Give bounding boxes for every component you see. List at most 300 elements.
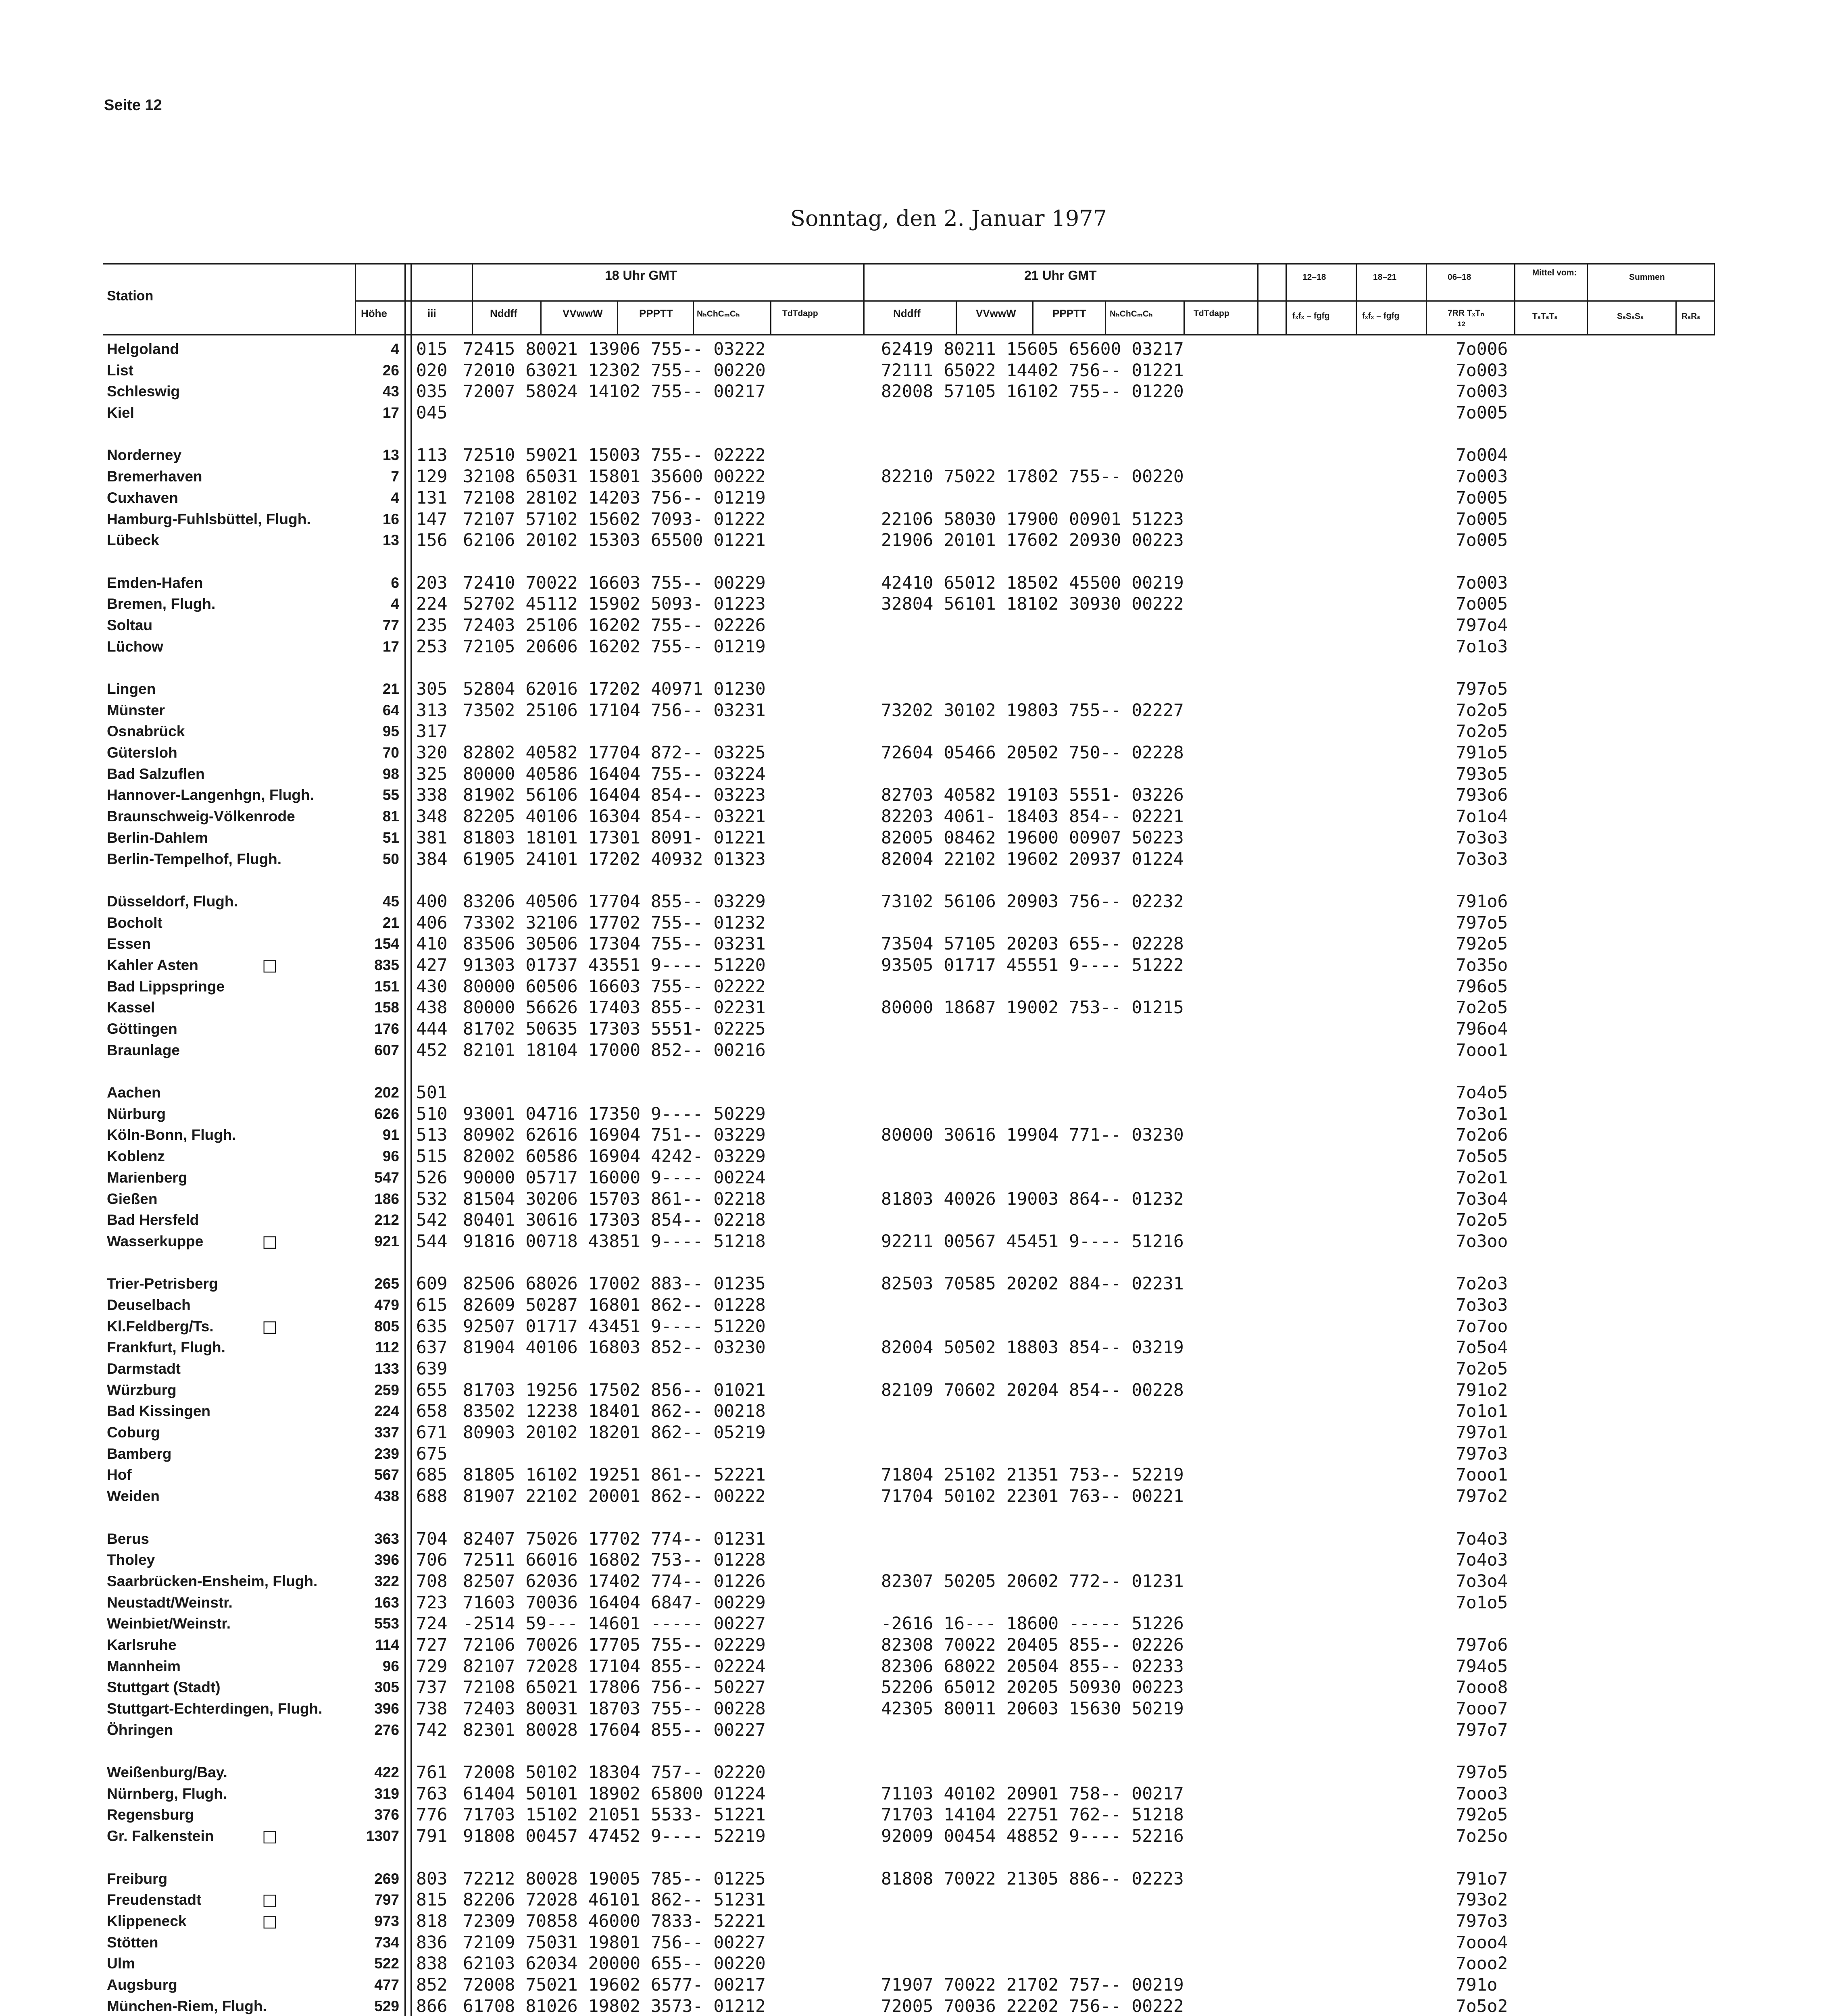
station-number: 615 — [416, 1295, 448, 1315]
station-name: Stuttgart-Echterdingen, Flugh. — [107, 1700, 323, 1717]
mountain-station-icon: □ — [262, 1912, 277, 1931]
station-name: Bad Hersfeld — [107, 1212, 199, 1229]
mittel-value: 7o005 — [1456, 530, 1508, 551]
station-height: 163 — [374, 1594, 399, 1611]
station-number: 724 — [416, 1614, 448, 1634]
table-row — [0, 1762, 1844, 1783]
table-row — [0, 849, 1844, 870]
station-name: Stötten — [107, 1934, 158, 1951]
station-number: 803 — [416, 1868, 448, 1889]
station-height: 4 — [391, 341, 399, 357]
mountain-station-icon: □ — [262, 1891, 277, 1910]
station-number: 320 — [416, 743, 448, 763]
obs-21-uhr: 72604 05466 20502 750-- 02228 — [881, 743, 1184, 763]
station-height: 55 — [382, 787, 399, 804]
obs-18-uhr: 32108 65031 15801 35600 00222 — [463, 467, 766, 487]
station-name: Braunschweig-Völkenrode — [107, 808, 295, 825]
divider-18-start — [472, 263, 473, 334]
table-row — [0, 1953, 1844, 1974]
table-row — [0, 955, 1844, 976]
divider-21-c — [1105, 300, 1106, 334]
header-period-12-18: 12–18 — [1302, 273, 1326, 282]
table-row — [0, 1656, 1844, 1677]
station-height: 522 — [374, 1955, 399, 1972]
mittel-value: 797o3 — [1456, 1911, 1508, 1931]
obs-18-uhr: 72007 58024 14102 755-- 00217 — [463, 381, 766, 402]
table-row — [0, 742, 1844, 764]
station-number: 156 — [416, 530, 448, 551]
station-name: Wasserkuppe — [107, 1233, 204, 1250]
mittel-value: 7o2o6 — [1456, 1125, 1508, 1145]
mittel-value: 797o7 — [1456, 1720, 1508, 1740]
obs-18-uhr: 80000 40586 16404 755-- 03224 — [463, 764, 766, 784]
obs-21-uhr: 71103 40102 20901 758-- 00217 — [881, 1783, 1184, 1804]
station-name: Bocholt — [107, 914, 163, 931]
station-name: Gießen — [107, 1190, 158, 1207]
table-row — [0, 339, 1844, 360]
station-name: Kassel — [107, 999, 155, 1016]
mittel-value: 7ooo1 — [1456, 1040, 1508, 1060]
table-row — [0, 933, 1844, 955]
station-name: Bad Lippspringe — [107, 978, 225, 995]
station-number: 253 — [416, 636, 448, 657]
obs-18-uhr: 81805 16102 19251 861-- 52221 — [463, 1465, 766, 1485]
obs-18-uhr: 72108 28102 14203 756-- 01219 — [463, 487, 766, 508]
mountain-station-icon: □ — [262, 956, 277, 975]
obs-21-uhr: 73504 57105 20203 655-- 02228 — [881, 934, 1184, 954]
mountain-station-icon: □ — [262, 1232, 277, 1251]
station-height: 114 — [375, 1636, 399, 1653]
mittel-value: 7o5o5 — [1456, 1146, 1508, 1167]
obs-21-uhr: 72005 70036 22202 756-- 00222 — [881, 1996, 1184, 2016]
station-height: 973 — [374, 1912, 399, 1929]
mittel-value: 7ooo1 — [1456, 1465, 1508, 1485]
station-height: 154 — [374, 935, 399, 952]
obs-21-uhr: 71907 70022 21702 757-- 00219 — [881, 1974, 1184, 1995]
table-row — [0, 594, 1844, 615]
station-name: Nürburg — [107, 1105, 166, 1122]
station-number: 526 — [416, 1167, 448, 1188]
table-row — [0, 700, 1844, 721]
obs-21-uhr: 80000 18687 19002 753-- 01215 — [881, 998, 1184, 1018]
obs-21-uhr: 71703 14104 22751 762-- 51218 — [881, 1805, 1184, 1825]
station-number: 338 — [416, 785, 448, 806]
obs-21-uhr: 82210 75022 17802 755-- 00220 — [881, 467, 1184, 487]
obs-21-uhr: 81803 40026 19003 864-- 01232 — [881, 1189, 1184, 1209]
table-row — [0, 827, 1844, 849]
mittel-value: 7o35o — [1456, 955, 1508, 975]
station-number: 235 — [416, 615, 448, 635]
mittel-value: 7o3o4 — [1456, 1189, 1508, 1209]
obs-18-uhr: 72108 65021 17806 756-- 50227 — [463, 1677, 766, 1698]
obs-18-uhr: 72105 20606 16202 755-- 01219 — [463, 636, 766, 657]
table-row-spacer — [0, 1741, 1844, 1762]
obs-18-uhr: 83206 40506 17704 855-- 03229 — [463, 891, 766, 912]
mittel-value: 791o — [1456, 1974, 1498, 1995]
header-18-vvwww: VVwwW — [563, 307, 603, 319]
station-number: 444 — [416, 1019, 448, 1039]
table-mid-rule — [355, 300, 1715, 302]
table-row — [0, 1889, 1844, 1911]
obs-18-uhr: 82206 72028 46101 862-- 51231 — [463, 1890, 766, 1910]
mittel-value: 797o5 — [1456, 912, 1508, 933]
station-number: 706 — [416, 1550, 448, 1570]
header-period-06-18: 06–18 — [1448, 273, 1471, 282]
obs-18-uhr: 72415 80021 13906 755-- 03222 — [463, 339, 766, 359]
obs-18-uhr: 80902 62616 16904 751-- 03229 — [463, 1125, 766, 1145]
obs-21-uhr: 82109 70602 20204 854-- 00228 — [881, 1380, 1184, 1400]
obs-18-uhr: 81904 40106 16803 852-- 03230 — [463, 1337, 766, 1358]
mittel-value: 793o6 — [1456, 785, 1508, 806]
station-name: Hannover-Langenhgn, Flugh. — [107, 787, 314, 804]
station-number: 532 — [416, 1189, 448, 1209]
obs-18-uhr: 72510 59021 15003 755-- 02222 — [463, 445, 766, 466]
station-number: 609 — [416, 1274, 448, 1294]
header-18-dewpoint: TdTdapp — [782, 309, 818, 318]
station-name: Soltau — [107, 616, 153, 633]
mittel-value: 797o5 — [1456, 1762, 1508, 1783]
obs-18-uhr: 92507 01717 43451 9---- 51220 — [463, 1316, 766, 1337]
table-row — [0, 997, 1844, 1018]
table-row — [0, 1486, 1844, 1507]
station-height: 176 — [374, 1020, 399, 1037]
header-21-ppptt: PPPTT — [1052, 307, 1086, 319]
station-height: 553 — [374, 1615, 399, 1632]
station-number: 035 — [416, 381, 448, 402]
obs-18-uhr: 90000 05717 16000 9---- 00224 — [463, 1167, 766, 1188]
station-number: 836 — [416, 1932, 448, 1953]
station-number: 737 — [416, 1677, 448, 1698]
mittel-value: 7o4o3 — [1456, 1550, 1508, 1570]
station-height: 95 — [382, 723, 399, 740]
station-name: Schleswig — [107, 383, 180, 400]
station-height: 70 — [382, 744, 399, 761]
mittel-value: 7o25o — [1456, 1826, 1508, 1847]
station-number: 637 — [416, 1337, 448, 1358]
station-number: 655 — [416, 1380, 448, 1400]
obs-18-uhr: 73302 32106 17702 755-- 01232 — [463, 912, 766, 933]
obs-18-uhr: 61905 24101 17202 40932 01323 — [463, 849, 766, 869]
station-name: Bamberg — [107, 1445, 172, 1462]
table-row — [0, 721, 1844, 742]
station-name: Neustadt/Weinstr. — [107, 1594, 233, 1611]
station-number: 708 — [416, 1571, 448, 1591]
station-number: 384 — [416, 849, 448, 869]
obs-18-uhr: 72212 80028 19005 785-- 01225 — [463, 1868, 766, 1889]
station-height: 1307 — [366, 1828, 399, 1845]
obs-18-uhr: 83502 12238 18401 862-- 00218 — [463, 1401, 766, 1422]
obs-18-uhr: 82107 72028 17104 855-- 02224 — [463, 1656, 766, 1677]
station-number: 015 — [416, 339, 448, 359]
header-hoehe: Höhe — [361, 307, 387, 319]
obs-18-uhr: 91816 00718 43851 9---- 51218 — [463, 1231, 766, 1252]
mittel-value: 792o5 — [1456, 1805, 1508, 1825]
table-row-spacer — [0, 1252, 1844, 1274]
obs-18-uhr: 82205 40106 16304 854-- 03221 — [463, 806, 766, 827]
station-height: 396 — [374, 1552, 399, 1568]
station-height: 835 — [374, 956, 399, 973]
divider-summen-sub — [1675, 300, 1677, 334]
obs-18-uhr: 82407 75026 17702 774-- 01231 — [463, 1529, 766, 1549]
table-row-spacer — [0, 657, 1844, 679]
station-number: 544 — [416, 1231, 448, 1252]
station-height: 158 — [374, 999, 399, 1016]
obs-18-uhr: 72008 50102 18304 757-- 02220 — [463, 1762, 766, 1783]
table-row — [0, 1125, 1844, 1146]
station-name: Klippeneck — [107, 1912, 187, 1929]
table-row — [0, 1911, 1844, 1932]
mittel-value: 7ooo7 — [1456, 1699, 1508, 1719]
obs-18-uhr: 80000 60506 16603 755-- 02222 — [463, 976, 766, 997]
obs-21-uhr: 92009 00454 48852 9---- 52216 — [881, 1826, 1184, 1847]
mittel-value: 7o003 — [1456, 381, 1508, 402]
mittel-value: 796o5 — [1456, 976, 1508, 997]
station-number: 452 — [416, 1040, 448, 1060]
mittel-value: 7o006 — [1456, 339, 1508, 359]
station-height: 186 — [374, 1190, 399, 1207]
header-sub-12-18: fₓfₓ – fgfg — [1292, 311, 1330, 321]
station-name: Norderney — [107, 447, 182, 464]
mittel-value: 791o2 — [1456, 1380, 1508, 1400]
station-name: Frankfurt, Flugh. — [107, 1339, 225, 1356]
table-row — [0, 1826, 1844, 1847]
header-sub-06-18: 7RR TₓTₙ — [1448, 308, 1484, 318]
station-height: 26 — [382, 362, 399, 379]
mittel-value: 7ooo2 — [1456, 1954, 1508, 1974]
obs-18-uhr: 72511 66016 16802 753-- 01228 — [463, 1550, 766, 1570]
table-row — [0, 785, 1844, 806]
obs-18-uhr: 91808 00457 47452 9---- 52219 — [463, 1826, 766, 1847]
station-name: Coburg — [107, 1424, 160, 1441]
mittel-value: 797o2 — [1456, 1486, 1508, 1507]
table-row — [0, 1082, 1844, 1104]
obs-21-uhr: 82503 70585 20202 884-- 02231 — [881, 1274, 1184, 1294]
station-height: 734 — [374, 1934, 399, 1951]
header-18-nddff: Nddff — [490, 307, 517, 319]
table-row-spacer — [0, 551, 1844, 573]
obs-21-uhr: 72111 65022 14402 756-- 01221 — [881, 360, 1184, 381]
obs-18-uhr: 81504 30206 15703 861-- 02218 — [463, 1189, 766, 1209]
station-name: Düsseldorf, Flugh. — [107, 893, 238, 910]
table-row — [0, 1273, 1844, 1295]
station-name: München-Riem, Flugh. — [107, 1997, 267, 2014]
table-row — [0, 1549, 1844, 1571]
table-row — [0, 1592, 1844, 1614]
table-row — [0, 1932, 1844, 1954]
table-row — [0, 1443, 1844, 1465]
station-height: 547 — [374, 1169, 399, 1186]
station-name: List — [107, 362, 133, 379]
table-row — [0, 912, 1844, 934]
station-name: Essen — [107, 935, 151, 952]
station-number: 729 — [416, 1656, 448, 1677]
obs-21-uhr: 93505 01717 45551 9---- 51222 — [881, 955, 1184, 975]
station-name: Regensburg — [107, 1806, 194, 1823]
station-height: 151 — [374, 978, 399, 995]
mittel-value: 7o005 — [1456, 487, 1508, 508]
header-iii: iii — [427, 307, 436, 319]
station-name: Weinbiet/Weinstr. — [107, 1615, 231, 1632]
table-row — [0, 381, 1844, 402]
obs-18-uhr: 72008 75021 19602 6577- 00217 — [463, 1974, 766, 1995]
station-number: 761 — [416, 1762, 448, 1783]
table-row — [0, 976, 1844, 998]
station-name: Freudenstadt — [107, 1891, 202, 1908]
obs-18-uhr: 52804 62016 17202 40971 01230 — [463, 679, 766, 699]
mittel-value: 7o3o3 — [1456, 849, 1508, 869]
station-name: Berlin-Tempelhof, Flugh. — [107, 850, 282, 867]
mittel-value: 7o3o3 — [1456, 827, 1508, 848]
obs-18-uhr: 72403 25106 16202 755-- 02226 — [463, 615, 766, 635]
table-row — [0, 1464, 1844, 1486]
station-name: Gr. Falkenstein — [107, 1828, 214, 1845]
obs-21-uhr: -2616 16--- 18600 ----- 51226 — [881, 1614, 1184, 1634]
mittel-value: 7o1o1 — [1456, 1401, 1508, 1422]
station-height: 13 — [382, 447, 399, 464]
divider-18-a — [540, 300, 542, 334]
header-sub-mittel: TₛTₛTₛ — [1532, 312, 1558, 321]
mittel-value: 797o5 — [1456, 679, 1508, 699]
station-name: Lüchow — [107, 638, 163, 655]
obs-18-uhr: 83506 30506 17304 755-- 03231 — [463, 934, 766, 954]
obs-21-uhr: 21906 20101 17602 20930 00223 — [881, 530, 1184, 551]
mittel-value: 792o5 — [1456, 934, 1508, 954]
mittel-value: 7o003 — [1456, 360, 1508, 381]
divider-summen — [1587, 263, 1588, 334]
station-name: Hof — [107, 1466, 132, 1483]
table-row — [0, 487, 1844, 509]
station-height: 567 — [374, 1466, 399, 1483]
obs-21-uhr: 82005 08462 19600 00907 50223 — [881, 827, 1184, 848]
station-name: Bad Kissingen — [107, 1403, 210, 1420]
station-number: 542 — [416, 1210, 448, 1231]
divider-18-d — [770, 300, 771, 334]
table-row — [0, 1018, 1844, 1040]
station-height: 363 — [374, 1530, 399, 1547]
station-name: Öhringen — [107, 1721, 173, 1738]
station-number: 866 — [416, 1996, 448, 2016]
station-number: 381 — [416, 827, 448, 848]
station-name: Freiburg — [107, 1870, 168, 1887]
station-height: 51 — [382, 829, 399, 846]
station-number: 635 — [416, 1316, 448, 1337]
header-21-clouds: NₕChCₘCₕ — [1110, 309, 1153, 319]
mittel-value: 7o005 — [1456, 594, 1508, 614]
station-name: Berus — [107, 1530, 149, 1547]
obs-18-uhr: 82301 80028 17604 855-- 00227 — [463, 1720, 766, 1740]
station-height: 607 — [374, 1041, 399, 1058]
station-height: 319 — [374, 1785, 399, 1802]
obs-21-uhr: 73102 56106 20903 756-- 02232 — [881, 891, 1184, 912]
divider-18-b — [617, 300, 618, 334]
obs-21-uhr: 32804 56101 18102 30930 00222 — [881, 594, 1184, 614]
mittel-value: 7o2o5 — [1456, 998, 1508, 1018]
station-height: 17 — [382, 638, 399, 655]
mittel-value: 7o2o1 — [1456, 1167, 1508, 1188]
mountain-station-icon: □ — [262, 1317, 277, 1336]
station-name: Emden-Hafen — [107, 574, 203, 591]
table-row — [0, 466, 1844, 487]
mittel-value: 7o3o3 — [1456, 1295, 1508, 1315]
station-height: 239 — [374, 1445, 399, 1462]
table-body — [0, 339, 1844, 2016]
mittel-value: 7o003 — [1456, 573, 1508, 593]
station-height: 50 — [382, 850, 399, 867]
table-row — [0, 1613, 1844, 1635]
station-number: 838 — [416, 1954, 448, 1974]
obs-18-uhr: 80903 20102 18201 862-- 05219 — [463, 1422, 766, 1443]
station-height: 805 — [374, 1318, 399, 1335]
table-row-spacer — [0, 1847, 1844, 1868]
station-number: 510 — [416, 1104, 448, 1124]
table-row — [0, 1337, 1844, 1358]
mittel-value: 7o005 — [1456, 509, 1508, 529]
mittel-value: 7o4o5 — [1456, 1083, 1508, 1103]
obs-18-uhr: 82101 18104 17000 852-- 00216 — [463, 1040, 766, 1060]
obs-21-uhr: 82306 68022 20504 855-- 02233 — [881, 1656, 1184, 1677]
header-21-nddff: Nddff — [893, 307, 921, 319]
station-name: Gütersloh — [107, 744, 177, 761]
station-number: 704 — [416, 1529, 448, 1549]
table-row — [0, 1868, 1844, 1890]
station-height: 6 — [391, 574, 399, 591]
station-number: 045 — [416, 403, 448, 423]
station-height: 202 — [374, 1084, 399, 1101]
station-number: 430 — [416, 976, 448, 997]
obs-18-uhr: 81907 22102 20001 862-- 00222 — [463, 1486, 766, 1507]
table-row-spacer — [0, 1507, 1844, 1529]
table-row-spacer — [0, 424, 1844, 445]
station-name: Nürnberg, Flugh. — [107, 1785, 227, 1802]
station-name: Mannheim — [107, 1658, 181, 1674]
obs-18-uhr: 72109 75031 19801 756-- 00227 — [463, 1932, 766, 1953]
station-number: 742 — [416, 1720, 448, 1740]
obs-21-uhr: 71804 25102 21351 753-- 52219 — [881, 1465, 1184, 1485]
header-sub-06-18-b: 12 — [1458, 320, 1465, 328]
obs-21-uhr: 82004 50502 18803 854-- 03219 — [881, 1337, 1184, 1358]
obs-18-uhr: 81703 19256 17502 856-- 01021 — [463, 1380, 766, 1400]
obs-21-uhr: 92211 00567 45451 9---- 51216 — [881, 1231, 1184, 1252]
station-name: Marienberg — [107, 1169, 188, 1186]
station-height: 305 — [374, 1679, 399, 1696]
table-row — [0, 1104, 1844, 1125]
station-name: Koblenz — [107, 1148, 165, 1165]
table-row — [0, 1422, 1844, 1443]
table-row — [0, 1783, 1844, 1805]
table-row — [0, 1040, 1844, 1061]
table-header-bottom-rule — [103, 334, 1715, 335]
header-18-ppptt: PPPTT — [639, 307, 673, 319]
station-height: 64 — [382, 702, 399, 719]
mittel-value: 797o3 — [1456, 1443, 1508, 1464]
header-sub-summen-b: RₛRₛ — [1681, 312, 1700, 321]
obs-21-uhr: 82308 70022 20405 855-- 02226 — [881, 1635, 1184, 1655]
table-row — [0, 1295, 1844, 1316]
mittel-value: 794o5 — [1456, 1656, 1508, 1677]
table-row — [0, 1804, 1844, 1826]
station-height: 337 — [374, 1424, 399, 1441]
obs-21-uhr: 73202 30102 19803 755-- 02227 — [881, 700, 1184, 721]
obs-21-uhr: 82008 57105 16102 755-- 01220 — [881, 381, 1184, 402]
station-number: 671 — [416, 1422, 448, 1443]
obs-21-uhr: 42410 65012 18502 45500 00219 — [881, 573, 1184, 593]
station-number: 738 — [416, 1699, 448, 1719]
station-name: Köln-Bonn, Flugh. — [107, 1127, 236, 1143]
mittel-value: 791o5 — [1456, 743, 1508, 763]
mittel-value: 7o2o5 — [1456, 721, 1508, 742]
station-number: 501 — [416, 1083, 448, 1103]
station-name: Kl.Feldberg/Ts. — [107, 1318, 214, 1335]
